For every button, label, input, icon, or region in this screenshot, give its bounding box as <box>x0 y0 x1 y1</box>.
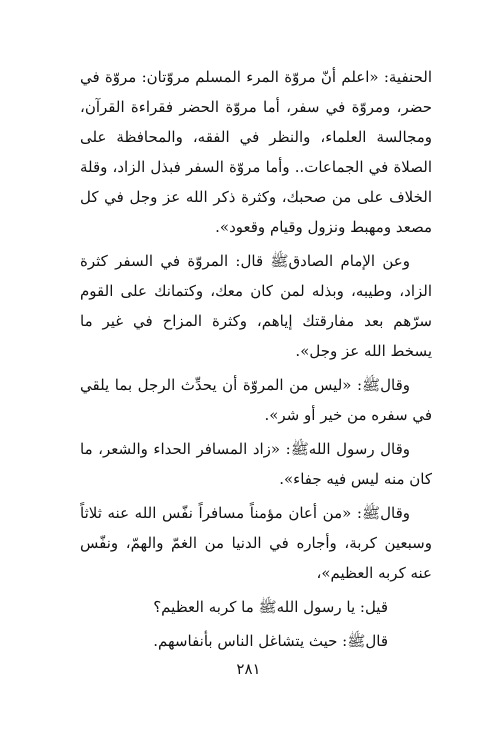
paragraph-answer: قالﷺ: حيث يتشاغل الناس بأنفاسهم. <box>153 632 388 650</box>
paragraph-question: قيل: يا رسول اللهﷺ ما كربه العظيم؟ <box>153 598 388 616</box>
paragraph-hanafiyya: الحنفية: «اعلم أنّ مروّة المرء المسلم مروّتان: مروّة في حضر، ومروّة في سفر، أما مروّة الحضر فقراءة القرآن، ومجالسة العلماء، والنظر في الفقه، والمحافظة على الصلاة في الجماعات.. وأما مروّة السفر فبذل الزاد، وقلة الخلاف على من صحبك، وكثرة ذكر الله عز وجل في كل مصعد ومهبط ونزول وقيام وقعود». <box>80 68 432 236</box>
page-number: ٢٨١ <box>236 660 261 678</box>
paragraph-imam-sadiq: وعن الإمام الصادقﷺ قال: المروّة في السفر كثرة الزاد، وطيبه، وبذله لمن كان معك، وكتمانك على القوم سرّهم بعد مفارقتك إياهم، وكثرة المزاح في غير ما يسخط الله عز وجل». <box>80 252 432 360</box>
paragraph-not-muruwwa: وقالﷺ: «ليس من المروّة أن يحدِّث الرجل بما يلقي في سفره من خير أو شر». <box>80 376 432 424</box>
page-text-block <box>80 62 432 656</box>
paragraph-traveler-provision: وقال رسول اللهﷺ: «زاد المسافر الحداء والشعر، ما كان منه ليس فيه جفاء». <box>80 440 432 488</box>
paragraph-helping-traveler: وقالﷺ: «من أعان مؤمناً مسافراً نفّس الله عنه ثلاثاً وسبعين كربة، وأجاره في الدنيا من الغمّ والهمّ، ونفّس عنه كربه العظيم»، <box>80 504 432 582</box>
